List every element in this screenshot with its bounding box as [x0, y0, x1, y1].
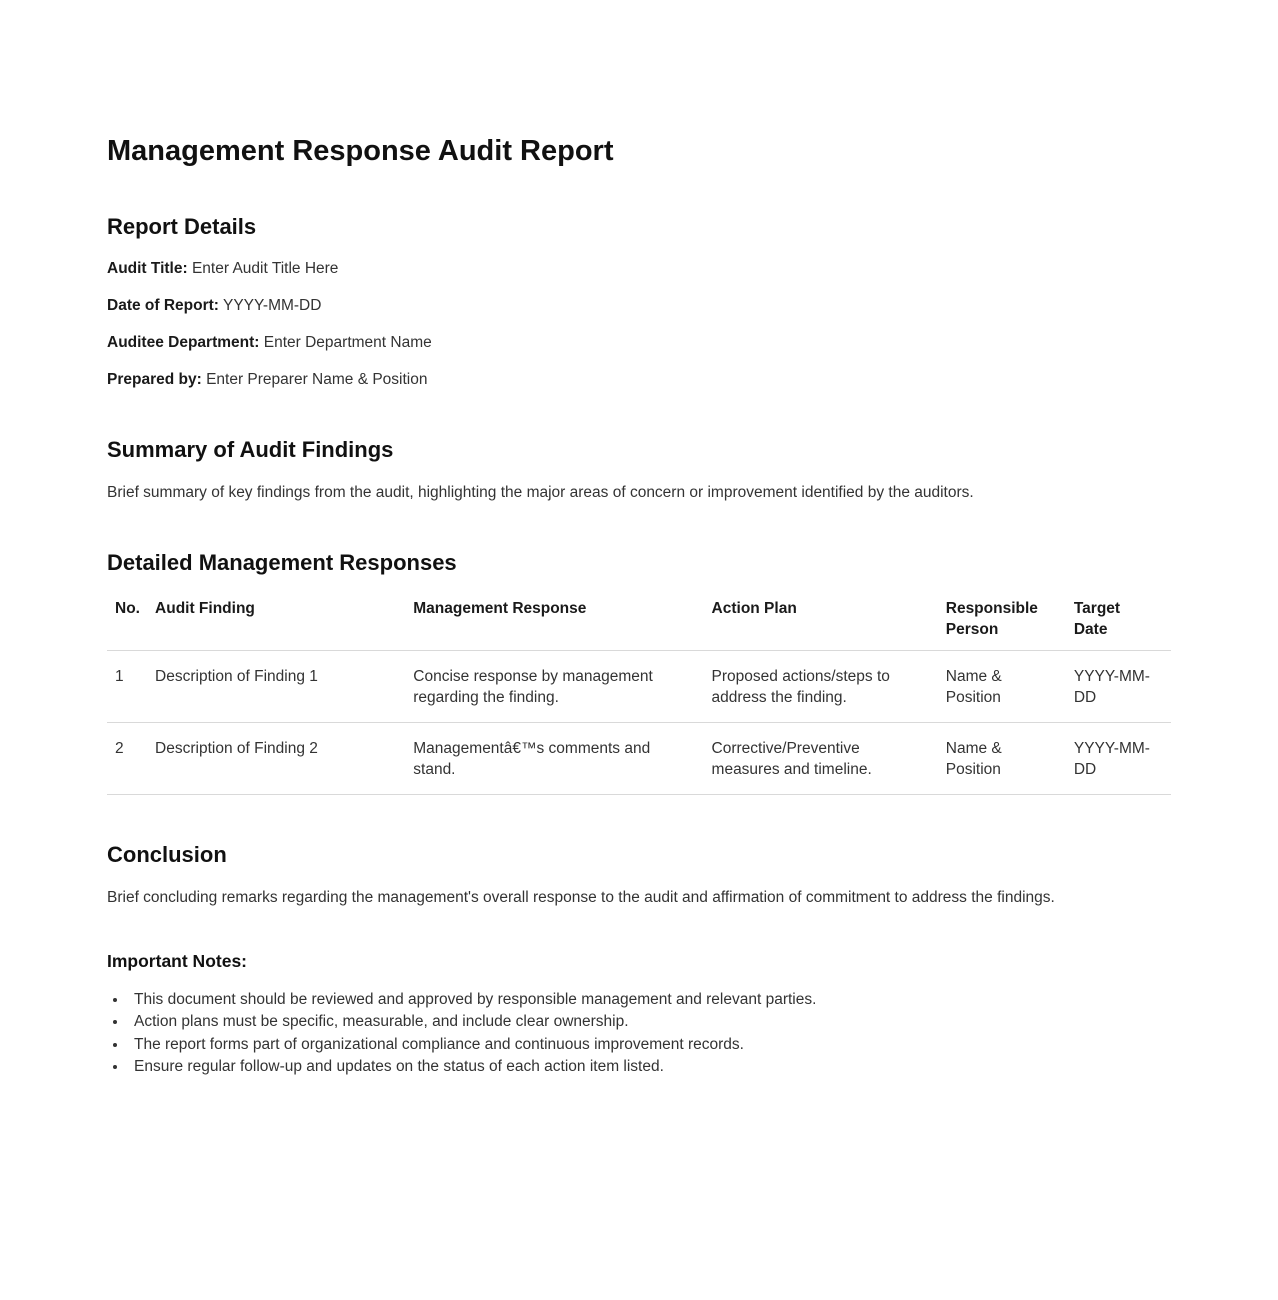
- summary-text: Brief summary of key findings from the audit, highlighting the major areas of concern or improvement identified by the auditors.: [107, 483, 974, 501]
- responses-table: [107, 598, 1171, 795]
- table-row: [107, 723, 1171, 795]
- conclusion-heading: Conclusion: [107, 842, 227, 868]
- cell-responsible-person: Name & Position: [946, 723, 1074, 795]
- field-value-auditee-department: Enter Department Name: [263, 334, 432, 352]
- cell-target-date: YYYY-MM-DD: [1074, 723, 1171, 795]
- note-item: • This document should be reviewed and approved by responsible management and relevant parties.: [128, 989, 1171, 1011]
- header-audit-finding: Audit Finding: [155, 598, 413, 651]
- note-item: • Ensure regular follow-up and updates on the status of each action item listed.: [128, 1056, 1171, 1078]
- cell-audit-finding: Description of Finding 1: [155, 651, 413, 723]
- cell-no: 2: [107, 723, 155, 795]
- responses-heading: Detailed Management Responses: [107, 549, 457, 575]
- field-label-prepared-by: Prepared by:: [107, 371, 202, 389]
- important-notes-heading: Important Notes:: [107, 950, 247, 971]
- header-management-response: Management Response: [413, 598, 711, 651]
- report-details-heading: Report Details: [107, 213, 257, 239]
- conclusion-text: Brief concluding remarks regarding the management's overall response to the audit and affirmation of commitment to address the findings.: [107, 888, 1055, 906]
- cell-no: 1: [107, 651, 155, 723]
- header-action-plan: Action Plan: [712, 598, 946, 651]
- note-item: • Action plans must be specific, measurable, and include clear ownership.: [128, 1011, 1171, 1033]
- cell-audit-finding: Description of Finding 2: [155, 723, 413, 795]
- audit-report-document: [107, 0, 1171, 1279]
- summary-heading: Summary of Audit Findings: [107, 437, 394, 463]
- important-notes-list: [107, 989, 1171, 1078]
- bottom-whitespace: [107, 1079, 1171, 1279]
- cell-action-plan: Proposed actions/steps to address the finding.: [712, 651, 946, 723]
- field-value-date-of-report: YYYY-MM-DD: [222, 297, 322, 315]
- field-label-auditee-department: Auditee Department:: [107, 334, 260, 352]
- field-prepared-by: [107, 369, 1171, 390]
- field-date-of-report: [107, 295, 1171, 316]
- field-audit-title: [107, 258, 1171, 279]
- cell-management-response: Concise response by management regarding the finding.: [413, 651, 711, 723]
- responses-table-wrap: [107, 598, 1171, 795]
- header-target-date: Target Date: [1074, 598, 1171, 651]
- cell-target-date: YYYY-MM-DD: [1074, 651, 1171, 723]
- note-item: • The report forms part of organizational compliance and continuous improvement records.: [128, 1034, 1171, 1056]
- field-auditee-department: [107, 332, 1171, 353]
- page-title: Management Response Audit Report: [107, 135, 614, 167]
- table-header-row: [107, 598, 1171, 651]
- cell-responsible-person: Name & Position: [946, 651, 1074, 723]
- cell-management-response: Managementâ€™s comments and stand.: [413, 723, 711, 795]
- field-label-audit-title: Audit Title:: [107, 260, 188, 278]
- cell-action-plan: Corrective/Preventive measures and timeline.: [712, 723, 946, 795]
- field-value-prepared-by: Enter Preparer Name & Position: [206, 371, 428, 389]
- header-responsible-person: Responsible Person: [946, 598, 1074, 651]
- field-label-date-of-report: Date of Report:: [107, 297, 219, 315]
- table-row: [107, 651, 1171, 723]
- header-no: No.: [107, 598, 155, 651]
- field-value-audit-title: Enter Audit Title Here: [191, 260, 339, 278]
